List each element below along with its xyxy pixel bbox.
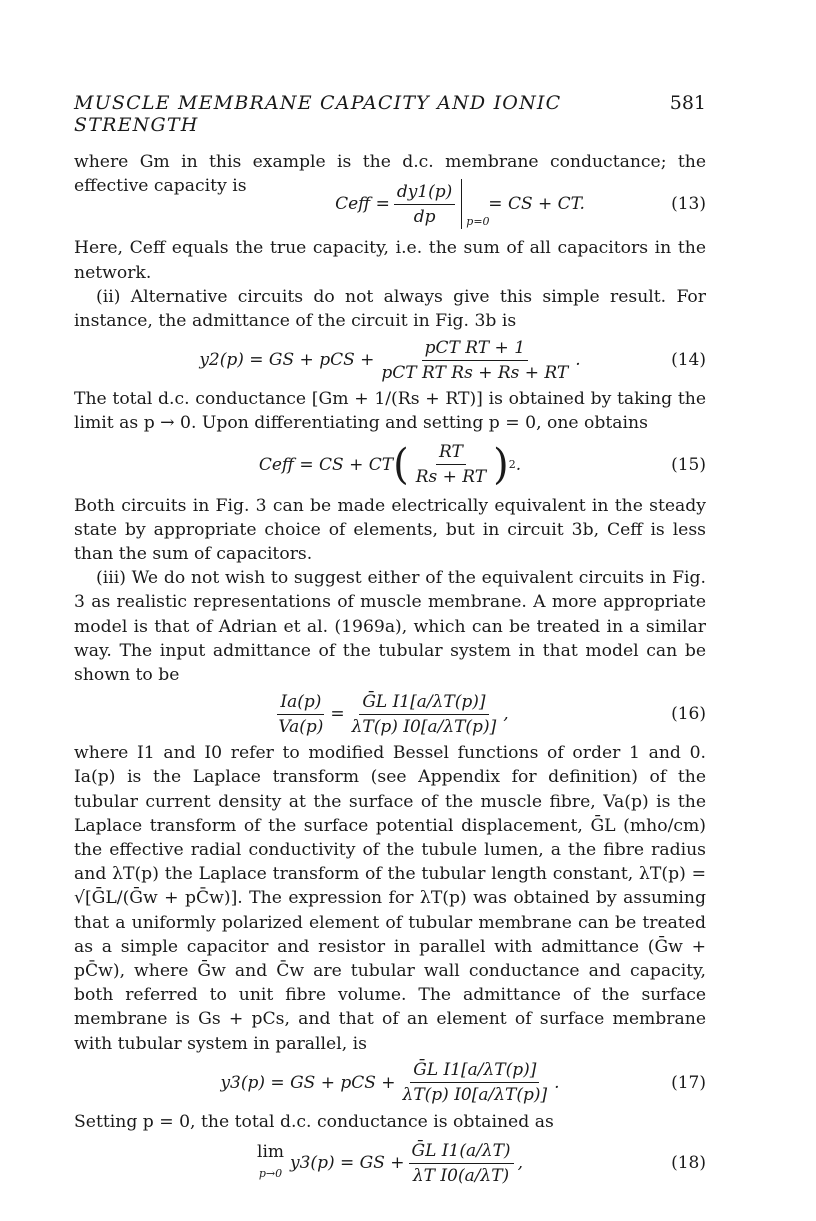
- equation-13: [74, 176, 706, 232]
- paragraph-1: where Gm in this example is the d.c. membrane conductance; the effective capacity is: [74, 152, 706, 197]
- eq13-evaluation-bar: [461, 179, 488, 229]
- paragraph-4: The total d.c. conductance [Gm + 1/(Rs + RT)] is obtained by taking the limit as p → 0. Upon differentiating and setting p = 0, one obtains: [74, 389, 706, 434]
- eq15-power: 2: [508, 457, 516, 471]
- eq14-denominator: pCT RT Rs + Rs + RT: [381, 362, 569, 383]
- eq14-fraction: [378, 337, 571, 384]
- eq13-rhs: = CS + CT.: [488, 194, 585, 215]
- eq18-lhs: y3(p) = GS +: [290, 1153, 405, 1174]
- eq18-denominator: λT I0(a/λT): [412, 1165, 510, 1186]
- paragraph-6: (iii) We do not wish to suggest either of the equivalent circuits in Fig. 3 as realistic representations of muscle membrane. A more appropriate model is that of Adrian et al. (1969a), which can be treated in a similar way. The input admittance of the tubular system in that model can be shown to be: [74, 568, 706, 686]
- equation-15: [74, 436, 706, 494]
- eq18-numerator: ḠL I1(a/λT): [409, 1140, 514, 1164]
- eq16-denominator: λT(p) I0[a/λT(p)]: [351, 716, 497, 737]
- paragraph-3: (ii) Alternative circuits do not always give this simple result. For instance, the admittance of the circuit in Fig. 3b is: [74, 286, 706, 332]
- eq13-fraction: [394, 181, 455, 228]
- eq13-denominator: dp: [413, 206, 436, 227]
- eq14-label: (14): [671, 350, 706, 371]
- paragraph-2: Here, Ceff equals the true capacity, i.e. the sum of all capacitors in the network.: [74, 238, 706, 283]
- eq17-lhs: y3(p) = GS + pCS +: [220, 1072, 396, 1093]
- equation-16: [74, 687, 706, 741]
- eq15-open-paren: (: [393, 440, 409, 489]
- eq16-numerator: ḠL I1[a/λT(p)]: [359, 691, 488, 715]
- eq18-lim: lim: [257, 1142, 285, 1163]
- eq13-label: (13): [671, 194, 706, 215]
- eq16-right-fraction: [349, 691, 500, 738]
- eq15-tail: .: [515, 454, 522, 475]
- eq17-tail: .: [554, 1072, 560, 1093]
- eq14-numerator: pCT RT + 1: [422, 337, 528, 361]
- eq16-tail: ,: [503, 704, 509, 725]
- eq15-close-paren: ): [493, 440, 509, 489]
- running-header: [74, 92, 706, 136]
- header-title: MUSCLE MEMBRANE CAPACITY AND IONIC STRENGTH: [74, 92, 562, 136]
- paragraph-8: Setting p = 0, the total d.c. conductance is obtained as: [74, 1111, 554, 1132]
- eq18-limit: [257, 1141, 284, 1185]
- eq15-fraction: [413, 441, 489, 488]
- eq16-left-numerator: Ia(p): [277, 691, 324, 715]
- page-number: 581: [669, 92, 706, 114]
- paragraph-7: where I1 and I0 refer to modified Bessel functions of order 1 and 0. Ia(p) is the Laplace transform (see Appendix for definition) of the tubular current density at the surface of the muscle fibre, Va(p) is the Laplace transform of the surface potential displacement, ḠL (mho/cm) the effective radial conductivity of the tubule lumen, a the fibre radius and λT(p) the Laplace transform of the tubular length constant, λT(p) = √[ḠL/(Ḡw + pC̄w)]. The expression for λT(p) was obtained by assuming that a uniformly polarized element of tubular membrane can be treated as a simple capacitor and resistor in parallel with admittance (Ḡw + pC̄w), where Ḡw and C̄w are tubular wall conductance and capacity, both referred to unit fibre volume. The admittance of the surface membrane is Gs + pCs, and that of an element of surface membrane with tubular system in parallel, is: [74, 743, 706, 1054]
- eq18-label: (18): [671, 1153, 706, 1174]
- eq13-eval-point: p=0: [466, 215, 490, 229]
- eq13-numerator: dy1(p): [394, 181, 455, 205]
- equation-17: [74, 1056, 706, 1110]
- page: [74, 92, 706, 1192]
- eq18-fraction: [409, 1140, 514, 1187]
- eq17-denominator: λT(p) I0[a/λT(p)]: [402, 1085, 548, 1106]
- eq15-numerator: RT: [436, 441, 466, 465]
- eq14-tail: .: [575, 350, 581, 371]
- eq14-lhs: y2(p) = GS + pCS +: [199, 350, 375, 371]
- eq16-label: (16): [671, 704, 706, 725]
- equation-18: [74, 1134, 706, 1192]
- eq17-label: (17): [671, 1072, 706, 1093]
- eq16-equals: =: [330, 704, 345, 725]
- equation-14: [74, 333, 706, 387]
- eq15-label: (15): [671, 454, 706, 475]
- eq13-lhs: Ceff =: [335, 194, 390, 215]
- eq15-denominator: Rs + RT: [415, 467, 487, 488]
- eq16-left-denominator: Va(p): [278, 716, 324, 737]
- paragraph-5: Both circuits in Fig. 3 can be made electrically equivalent in the steady state by appropriate choice of elements, but in circuit 3b, Ceff is less than the sum of capacitors.: [74, 495, 706, 565]
- eq17-fraction: [400, 1059, 551, 1106]
- eq16-left-fraction: [275, 691, 326, 738]
- eq17-numerator: ḠL I1[a/λT(p)]: [410, 1059, 539, 1083]
- eq18-limit-sub: p→0: [258, 1167, 283, 1181]
- eq15-lhs: Ceff = CS + CT: [258, 454, 394, 475]
- eq18-tail: ,: [517, 1153, 523, 1174]
